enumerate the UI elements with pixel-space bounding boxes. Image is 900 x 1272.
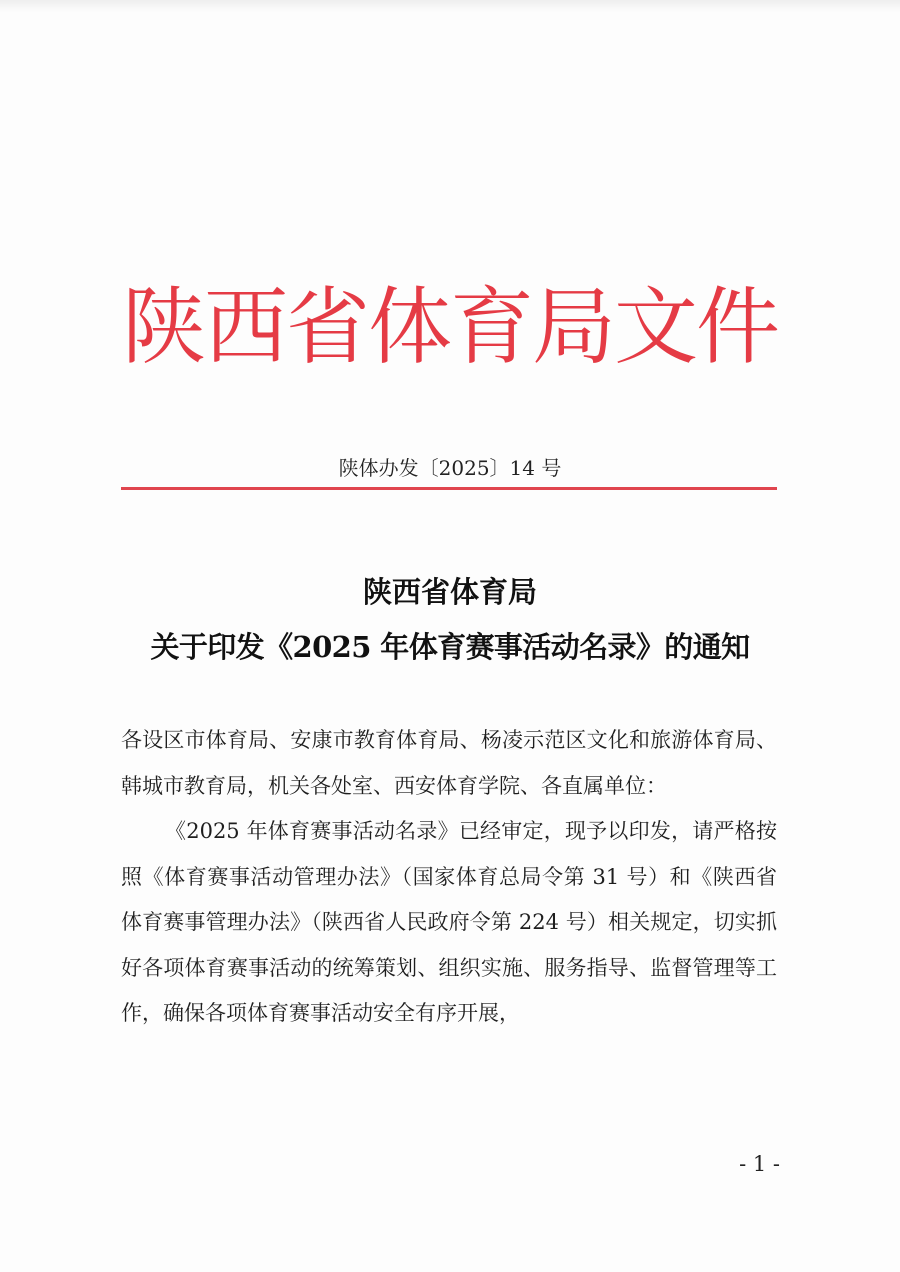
page-number: - 1 - xyxy=(739,1152,780,1176)
document-body xyxy=(121,718,777,1037)
scan-edge-shadow xyxy=(0,0,900,12)
issuing-authority-header: 陕西省体育局文件 xyxy=(121,278,778,376)
body-paragraph-1: 《2025 年体育赛事活动名录》已经审定，现予以印发，请严格按照《体育赛事活动管理办法》（国家体育总局令第 31 号）和《陕西省体育赛事管理办法》（陕西省人民政府令第 224 号）相关规定，切实抓好各项体育赛事活动的统筹策划、组织实施、服务指导、监督管理等工作，确保各项体育赛事活动安全有序开展， xyxy=(121,819,777,1025)
notice-title-line2: 关于印发《2025 年体育赛事活动名录》的通知 xyxy=(150,630,750,664)
addressees-paragraph: 各设区市体育局、安康市教育体育局、杨凌示范区文化和旅游体育局、韩城市教育局，机关各处室、西安体育学院、各直属单位： xyxy=(121,728,777,798)
notice-title-line1: 陕西省体育局 xyxy=(362,575,537,609)
document-number: 陕体办发〔2025〕14 号 xyxy=(338,456,562,480)
red-separator-line xyxy=(121,487,777,490)
